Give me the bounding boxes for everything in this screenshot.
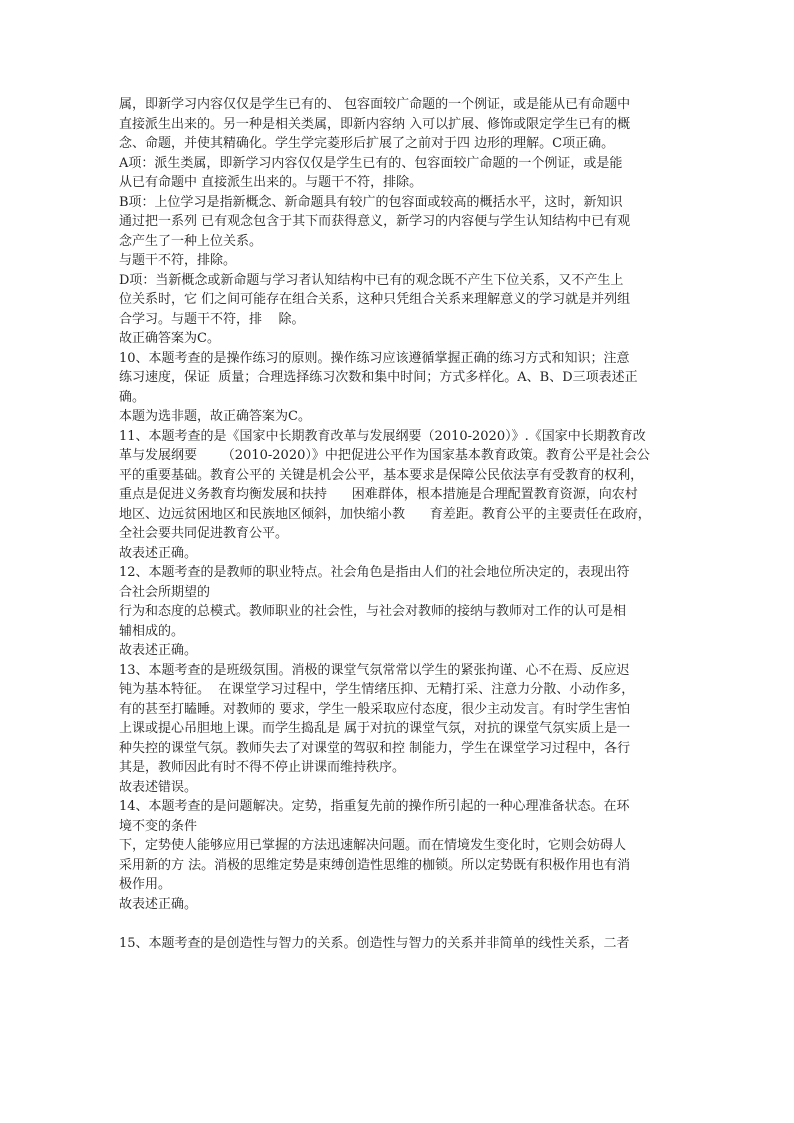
text-line: 属，即新学习内容仅仅是学生已有的、 包容面较广命题的一个例证，或是能从已有命题中 bbox=[119, 97, 631, 112]
text-line: 位关系时，它 们之间可能存在组合关系，这种只凭组合关系来理解意义的学习就是并列组 bbox=[119, 292, 631, 307]
text-line: 革与发展纲要 （2010-2020）》中把促进公平作为国家基本教育政策。教育公平是社会公 bbox=[119, 448, 650, 463]
text-line: 采用新的方 法。消极的思维定势是束缚创造性思维的枷锁。所以定势既有积极作用也有消 bbox=[119, 857, 631, 873]
text-line: 有的甚至打瞌睡。对教师的 要求，学生一般采取应付态度，很少主动发言。有时学生害怕 bbox=[119, 701, 631, 717]
text-line: 地区、边远贫困地区和民族地区倾斜，加快缩小教 育差距。教育公平的主要责任在政府， bbox=[119, 506, 651, 522]
blank-line bbox=[119, 914, 679, 934]
text-line: 下，定势使人能够应用已掌握的方法迅速解决问题。而在情境发生变化时，它则会妨碍人 bbox=[119, 838, 627, 853]
text-line: 故正确答案为C。 bbox=[119, 331, 220, 346]
text-line: 重点是促进义务教育均衡发展和扶持 困难群体，根本措施是合理配置教育资源，向农村 bbox=[119, 487, 638, 502]
text-line: 辅相成的。 bbox=[119, 623, 185, 639]
text-line: 合学习。与题干不符，排 除。 bbox=[119, 311, 305, 327]
document-page bbox=[119, 95, 679, 953]
text-line: 行为和态度的总模式。教师职业的社会性，与社会对教师的接纳与教师对工作的认可是相 bbox=[119, 604, 627, 619]
text-line: 12、本题考查的是教师的职业特点。社会角色是指由人们的社会地位所决定的，表现出符 bbox=[119, 565, 630, 580]
text-line: 13、本题考查的是班级氛围。消极的课堂气氛常常以学生的紧张拘谨、心不在焉、反应迟 bbox=[119, 662, 630, 678]
text-line: 故表述错误。 bbox=[119, 779, 198, 795]
text-line: 念产生了一种上位关系。 bbox=[119, 233, 263, 249]
text-line: 11、本题考查的是《国家中长期教育改革与发展纲要（2010-2020）》.《国家中长期教育改 bbox=[119, 428, 646, 444]
text-line: 钝为基本特征。 在课堂学习过程中，学生情绪压抑、无精打采、注意力分散、小动作多， bbox=[119, 682, 635, 697]
text-line: 确。 bbox=[119, 389, 146, 405]
text-line: 练习速度，保证 质量；合理选择练习次数和集中时间；方式多样化。A、B、D三项表述正 bbox=[119, 370, 638, 385]
text-line: 极作用。 bbox=[119, 877, 172, 892]
text-line: 念、命题，并使其精确化。学生学完菱形后扩展了之前对于四 边形的理解。C项正确。 bbox=[119, 136, 615, 151]
text-line: 境不变的条件 bbox=[119, 818, 198, 834]
text-line: 故表述正确。 bbox=[119, 545, 198, 561]
text-line: B项：上位学习是指新概念、新命题具有较广的包容面或较高的概括水平，这时，新知识 bbox=[119, 194, 623, 210]
text-line: 种失控的课堂气氛。教师失去了对课堂的驾驭和控 制能力，学生在课堂学习过程中，各行 bbox=[119, 740, 631, 756]
text-line: 10、本题考查的是操作练习的原则。操作练习应该遵循掌握正确的练习方式和知识；注意 bbox=[119, 350, 630, 366]
text-line: 故表述正确。 bbox=[119, 896, 198, 912]
text-line: 直接派生出来的。另一种是相关类属，即新内容纳 入可以扩展、修饰或限定学生已有的概 bbox=[119, 116, 631, 132]
text-line: 其是，教师因此有时不得不停止讲课而维持秩序。 bbox=[119, 760, 406, 775]
text-line: 平的重要基础。教育公平的 关键是机会公平，基本要求是保障公民依法享有受教育的权利， bbox=[119, 467, 644, 483]
text-line: A项：派生类属，即新学习内容仅仅是学生已有的、包容面较广命题的一个例证，或是能 bbox=[119, 155, 623, 171]
text-line: D项：当新概念或新命题与学习者认知结构中已有的观念既不产生下位关系，又不产生上 bbox=[119, 272, 624, 288]
text-line: 全社会要共同促进教育公平。 bbox=[119, 526, 289, 541]
text-line: 与题干不符，排除。 bbox=[119, 253, 237, 268]
text-line: 14、本题考查的是问题解决。定势，指重复先前的操作所引起的一种心理准备状态。在环 bbox=[119, 799, 630, 814]
text-line: 本题为选非题，故正确答案为C。 bbox=[119, 409, 311, 424]
text-line: 通过把一系列 已有观念包含于其下而获得意义，新学习的内容便与学生认知结构中已有观 bbox=[119, 214, 631, 229]
text-line: 15、本题考查的是创造性与智力的关系。创造性与智力的关系并非简单的线性关系，二者 bbox=[119, 935, 630, 951]
text-line: 上课或提心吊胆地上课。而学生捣乱是 属于对抗的课堂气氛，对抗的课堂气氛实质上是一 bbox=[119, 721, 631, 736]
text-line: 合社会所期望的 bbox=[119, 584, 211, 600]
text-line: 从已有命题中 直接派生出来的。与题干不符，排除。 bbox=[119, 175, 423, 190]
text-line: 故表述正确。 bbox=[119, 643, 198, 658]
